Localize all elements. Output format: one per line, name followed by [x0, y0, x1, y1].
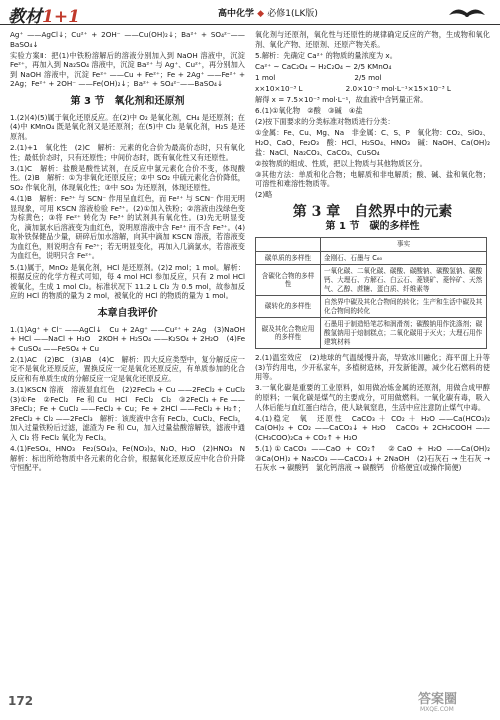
- answer-item: 5.(1)属于，MnO₂ 是氧化剂，HCl 是还原剂。(2)2 mol；1 mol。解析：根据反应的化学方程式可知，每 4 mol HCl 参加反应，只有 2 mol HCl 被氧化，生成 1 mol Cl₂。标准状况下 11.2 L Cl₂ 为 0.5 mol，故参加反应的 HCl 的物质的量为 2 mol，被氧化的 HCl 的物质的量为 1 mol。: [10, 262, 245, 301]
- answer-item: 6.(1)①氧化物 ②酸 ③碱 ④盐: [255, 106, 363, 116]
- equation-line: x×10×10⁻³ L 2.0×10⁻³ mol·L⁻¹×15×10⁻³ L: [255, 83, 451, 93]
- right-column: [255, 30, 498, 474]
- review-item: 3.(1)KSCN 溶液 溶液显血红色 (2)2FeCl₃ + Cu ——2FeCl₂ + CuCl₂ (3)①Fe ②FeCl₂ Fe 和 Cu HCl FeCl₂ Cl₂ ③2FeCl₃ + Fe ——3FeCl₂；Fe + CuCl₂ ——FeCl₂ + Cu；Fe + 2HCl ——FeCl₂ + H₂↑；2FeCl₂ + Cl₂ ——2FeCl₃ 解析：该废液中含有 FeCl₂、CuCl₂、FeCl₃，加入过量铁粉后过滤，滤渣为 Fe 和 Cu，加入过量盐酸溶解铁，滤液中通入 Cl₂ 将 FeCl₂ 氧化为 FeCl₃。: [10, 385, 253, 443]
- answer-item: 1.(2)(4)(5)属于氧化还原反应。在(2)中 O₂ 是氧化剂，CH₄ 是还原剂；在(4)中 KMnO₄ 既是氧化剂又是还原剂；在(5)中 Cl₂ 是氧化剂，H₂S 是还原剂。: [10, 112, 245, 141]
- table-row: [256, 251, 487, 265]
- page-header: [0, 0, 500, 26]
- table-header-cell: 事实: [321, 238, 487, 252]
- answer-item: ①金属：Fe、Cu、Mg、Na 非金属：C、S、P 氧化物：CO₂、SiO₂、H₂O、CaO、Fe₂O₃ 酸：HCl、H₂SO₄、HNO₃ 碱：NaOH、Ca(OH)₂ 盐：NaCl、Na₂CO₃、CaCO₃、CuSO₄: [255, 128, 498, 157]
- table-header-row: [256, 238, 487, 252]
- answer-item: (2)按下面要求的分类标准对物质进行分类：: [255, 117, 395, 127]
- equation-line: Ca²⁺ ~ CaC₂O₄ ~ H₂C₂O₄ ~ 2/5 KMnO₄: [255, 61, 392, 71]
- answer-item: 4.(1)B 解析：Fe³⁺ 与 SCN⁻ 作用呈血红色，而 Fe²⁺ 与 SCN⁻ 作用无明显现象，可用 KSCN 溶液检验 Fe³⁺。(2)①加入铁粉；②溶液由浅绿色变为棕黄色；③将 Fe²⁺ 转化为 Fe³⁺ 的试剂具有氧化性。(3)先无明显变化，滴加氯水后溶液变为血红色，说明原溶液中含 Fe²⁺ 而不含 Fe³⁺。(4)取补铁保健品少量，研碎后加水溶解，向其中滴加 KSCN 溶液，若溶液变为血红色，则说明含有 Fe³⁺；若无明显变化，再加入几滴氯水，若溶液变为血红色，说明只含 Fe²⁺。: [10, 193, 245, 261]
- edition-label: 必修1(LK版): [267, 9, 318, 19]
- table-cell: 碳单质的多样性: [256, 251, 321, 265]
- text-line: 解得 x = 7.5×10⁻³ mol·L⁻¹，故血液中含钙量正常。: [255, 95, 428, 105]
- carbon-diversity-table: [255, 237, 487, 349]
- logo-number: 1+1: [42, 7, 80, 27]
- review-item: 2.(1)AC (2)BC (3)AB (4)C 解析：四大反应类型中，复分解反应一定不是氧化还原反应，置换反应一定是氧化还原反应，有单质参加的化合反应和有单质生成的分解反应一定是氧化还原反应。: [10, 354, 245, 383]
- section-title: 第 1 节 碳的多样性: [325, 220, 420, 232]
- table-cell: 碳转化的多样性: [256, 296, 321, 318]
- table-cell: 含碳化合物的多样性: [256, 265, 321, 296]
- section-heading: 第 3 节 氧化剂和还原剂: [70, 96, 185, 108]
- answer-item: 2.(1)温室效应 (2)地球的气温缓慢升高，导致冰川融化；海平面上升等 (3)节约用电，少开私家车，多植树造林，开发新能源，减少化石燃料的使用等。: [255, 353, 498, 382]
- answer-item: ②按物质的组成、性质，把以上物质与其他物质区分。: [255, 158, 427, 168]
- table-cell: 金刚石、石墨与 C₆₀: [321, 251, 487, 265]
- table-row: [256, 296, 487, 318]
- page-number: 172: [8, 694, 34, 708]
- left-column: [10, 30, 253, 474]
- header-title: [218, 6, 318, 19]
- table-row: [256, 265, 487, 296]
- chapter-title: 第 3 章 自然界中的元素: [292, 204, 453, 220]
- answer-item: 2.(1)+1 氧化性 (2)C 解析：元素的化合价为最高价态时，只有氧化性；最低价态时，只有还原性；中间价态时，既有氧化性又有还原性。: [10, 142, 245, 162]
- review-item: 1.(1)Ag⁺ + Cl⁻ ——AgCl↓ Cu + 2Ag⁺ ——Cu²⁺ + 2Ag (3)NaOH + HCl ——NaCl + H₂O 2KOH + H₂SO₄ ——K₂SO₄ + 2H₂O (4)Fe + CuSO₄ ——FeSO₄ + Cu: [10, 324, 245, 353]
- table-row: [256, 318, 487, 349]
- table-cell: 碳及其化合物应用的多样性: [256, 318, 321, 349]
- table-cell: 自然界中碳及其化合物间的转化；生产和生活中碳及其化合物间的转化: [321, 296, 487, 318]
- answer-item: 3.一氧化碳是重要的工业原料，如用做冶炼金属的还原剂，用做合成甲醇的原料；一氧化碳是煤气的主要成分，可用做燃料。一氧化碳有毒，吸入人体后能与血红蛋白结合，使人缺氧窒息，生活中应注意防止煤气中毒。: [255, 383, 490, 412]
- answer-item: 4.(1)稳定 氧 还原性 CaCO₃ ＋ CO₂ ＋ H₂O ——Ca(HCO₃)₂ Ca(OH)₂ + CO₂ ——CaCO₃↓ + H₂O CaCO₃ + 2CH₃COOH ——(CH₃COO)₂Ca + CO₂↑ + H₂O: [255, 413, 498, 442]
- text-line: 5.解析：先确定 Ca²⁺ 的物质的量浓度为 x。: [255, 50, 397, 60]
- table-header-cell: [256, 238, 321, 252]
- review-heading: 本章自我评价: [97, 307, 158, 319]
- answer-item: 5.(1)①CaCO₃ ——CaO + CO₂↑ ②CaO + H₂O ——Ca(OH)₂ ③Ca(OH)₂ + Na₂CO₃ ——CaCO₃↓ + 2NaOH (2)石灰石 → 生石灰 → 石灰水 → 碳酸钙 氯化钙溶液 → 碳酸钙 价格便宜(或操作简便): [255, 443, 498, 473]
- bird-icon: [447, 3, 487, 23]
- table-cell: 石墨用于制造铅笔芯和润滑剂；碳酸钠用作洗涤剂；碳酸氢钠用于焙制糕点；二氧化碳用于灭火；大理石用作建筑材料: [321, 318, 487, 349]
- review-item: 4.(1)FeSO₄、HNO₃ Fe₂(SO₄)₃、Fe(NO₃)₃、N₂O、H₂O (2)HNO₃ N 解析：标出所给物质中各元素的化合价，根据氧化还原反应中化合价升降守恒配平。: [10, 444, 253, 473]
- answer-item: (2)略: [255, 190, 273, 200]
- text-line: Ag⁺ ——AgCl↓；Cu²⁺ + 2OH⁻ ——Cu(OH)₂↓；Ba²⁺ + SO₄²⁻——BaSO₄↓: [10, 30, 245, 49]
- subject-title: 高中化学: [218, 9, 255, 19]
- answer-item: 3.(1)C 解析：盐酸是酸性试剂，在反应中氯元素化合价不变，体现酸性。(2)B 解析：①为非氧化还原反应；②中 SO₂ 中硫元素化合价降低，SO₂ 作氧化剂，体现氧化性；③中 SO₂ 为还原剂，体现还原性。: [10, 163, 245, 192]
- header-rule: [0, 24, 500, 25]
- separator-dot: ◆: [257, 9, 265, 19]
- table-cell: 一氧化碳、二氧化碳、碳酸、碳酸钠、碳酸氢钠、碳酸钙、大理石、方解石、白云石、菱镁矿、菱锌矿、天然气、乙醇、蔗糖、蛋白质、纤维素等: [321, 265, 487, 296]
- logo-text: 教材: [8, 7, 42, 27]
- text-line: 氧化剂与还原剂，氧化性与还原性的规律确定反应的产物，生成物和氧化剂、氧化产物、还原剂、还原产物关系。: [255, 30, 490, 49]
- equation-line: 1 mol 2/5 mol: [255, 72, 382, 82]
- text-line: 实验方案Ⅱ：把(1)中铁粉溶解后的溶液分别加入到 NaOH 溶液中，沉淀 Fe²⁺，再加入到 Na₂SO₄ 溶液中，沉淀 Ba²⁺ 与 Ag⁺、Cu²⁺，再分别加入到 NaOH 溶液中，沉淀 Fe²⁺ ——Cu + Fe²⁺；Fe + 2Ag⁺ ——Fe²⁺ + 2Ag；Fe²⁺ + 2OH⁻ ——Fe(OH)₂↓；Ba²⁺ + SO₄²⁻——BaSO₄↓: [10, 50, 245, 89]
- watermark-logo: 答案圈: [418, 692, 458, 707]
- watermark-url: MXQE.COM: [420, 706, 454, 713]
- answer-item: ③其他方法：单质和化合物；电解质和非电解质；酸、碱、盐和氧化物；可溶性和难溶性物质等。: [255, 169, 490, 189]
